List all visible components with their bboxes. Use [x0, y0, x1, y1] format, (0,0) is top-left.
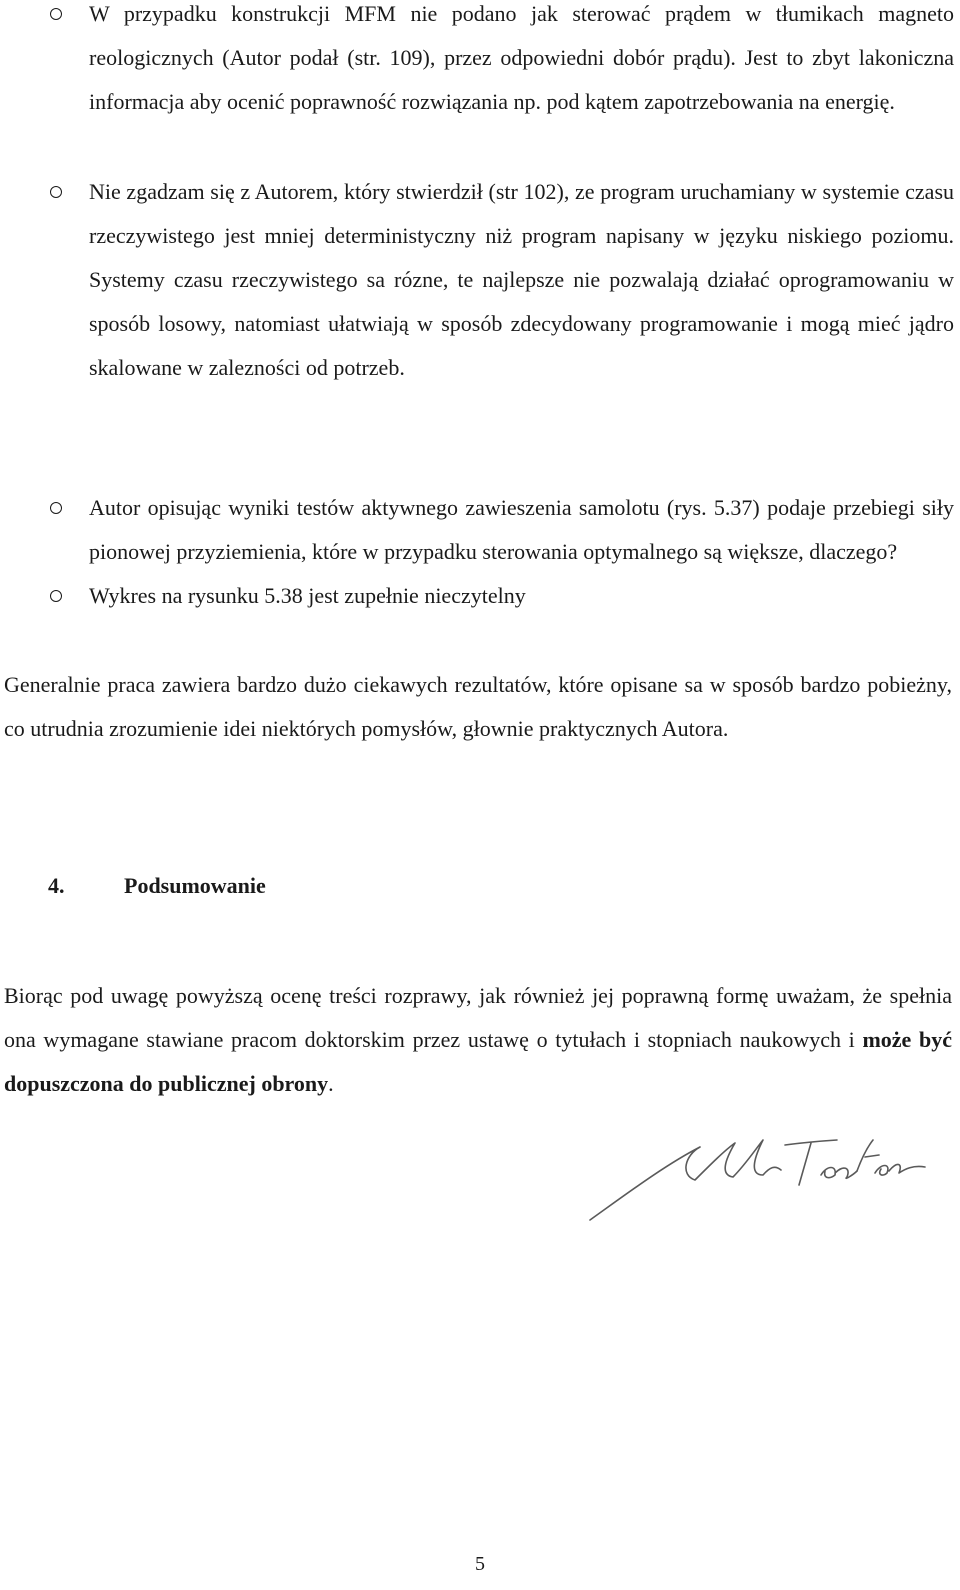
general-paragraph: Generalnie praca zawiera bardzo dużo ciekawych rezultatów, które opisane sa w sposób bardzo pobieżny, co utrudnia zrozumienie idei niektórych pomysłów, głownie praktycznych Autora.: [4, 672, 952, 741]
list-item: Wykres na rysunku 5.38 jest zupełnie nieczytelny: [0, 574, 960, 618]
conclusion-paragraph: [4, 974, 952, 1106]
list-item: Autor opisując wyniki testów aktywnego zawieszenia samolotu (rys. 5.37) podaje przebiegi siły pionowej przyziemienia, które w przypadku sterowania optymalnego są większe, dlaczego?: [0, 486, 960, 574]
list-item: Nie zgadzam się z Autorem, który stwierdził (str 102), ze program uruchamiany w systemie czasu rzeczywistego jest mniej deterministyczny niż program napisany w języku niskiego poziomu. Systemy czasu rzeczywistego sa rózne, te najlepsze nie pozwalają działać oprogramowaniu w sposób losowy, natomiast ułatwiają w sposób zdecydowany programowanie i mogą mieć jądro skalowane w zalezności od potrzeb.: [0, 170, 960, 390]
section-heading: [48, 864, 266, 908]
conclusion-end: .: [328, 1071, 334, 1096]
section-title: Podsumowanie: [124, 873, 266, 898]
page-number: 5: [475, 1553, 485, 1575]
list-item: W przypadku konstrukcji MFM nie podano jak sterować prądem w tłumikach magneto reologicznych (Autor podał (str. 109), przez odpowiedni dobór prądu). Jest to zbyt lakoniczna informacja aby ocenić poprawność rozwiązania np. pod kątem zapotrzebowania na energię.: [0, 0, 960, 124]
section-number: 4.: [48, 873, 65, 898]
handwritten-signature: [585, 1135, 935, 1235]
conclusion-text: Biorąc pod uwagę powyższą ocenę treści rozprawy, jak również jej poprawną formę uważam, że spełnia ona wymagane stawiane pracom doktorskim przez ustawę o tytułach i stopniach naukowych i: [4, 983, 952, 1052]
conclusion-verdict: może być dopuszczona do publicznej obrony: [4, 1027, 952, 1096]
